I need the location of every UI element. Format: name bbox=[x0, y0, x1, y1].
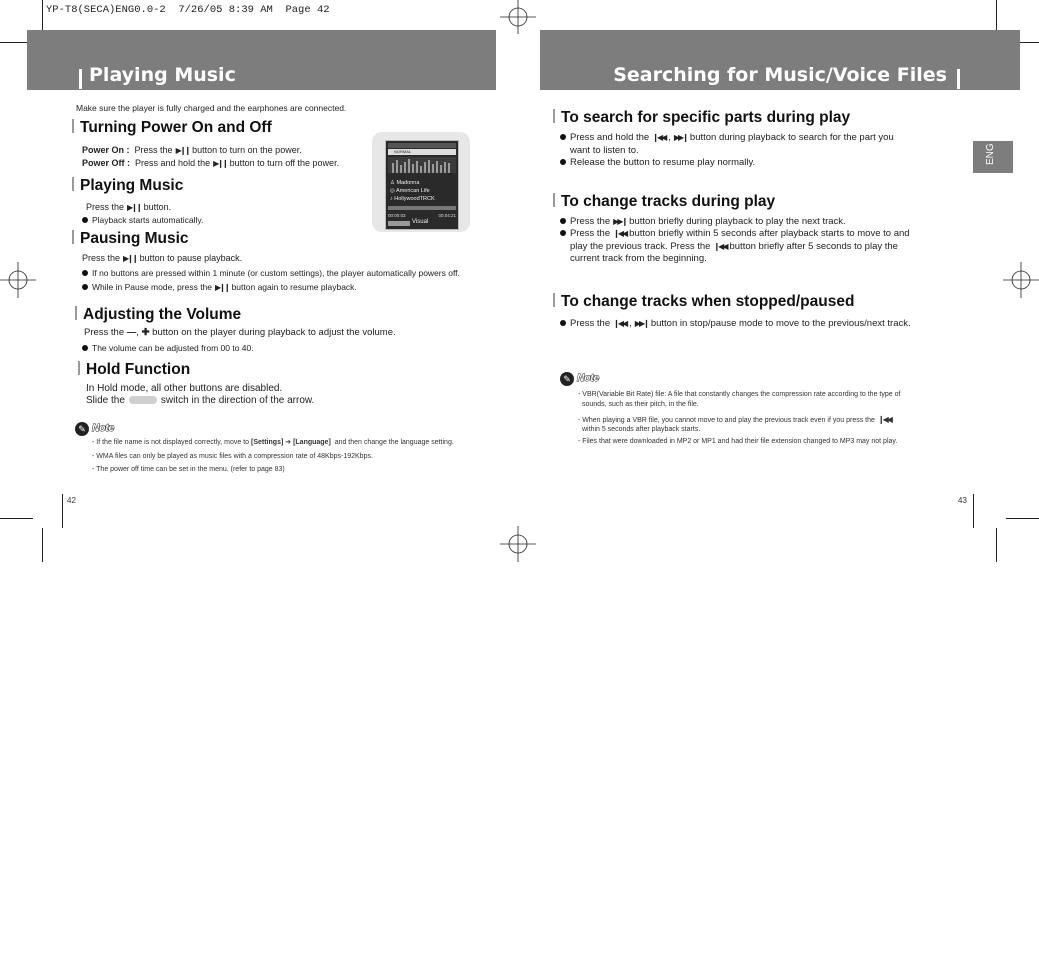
page-number: 43 bbox=[958, 496, 967, 505]
section-heading: To change tracks when stopped/paused bbox=[553, 293, 854, 311]
next-icon: ▶▶❙ bbox=[673, 133, 687, 142]
bullet-item: Release the button to resume play normally. bbox=[560, 157, 755, 170]
note-item: - If the file name is not displayed correctly, move to [Settings] ➔ [Language] and then change the language setting. bbox=[92, 439, 454, 446]
section-heading: Hold Function bbox=[78, 361, 190, 379]
bullet-continuation: want to listen to. bbox=[570, 145, 639, 156]
note-label: Note bbox=[92, 423, 115, 434]
play-pause-icon: ▶❙❙ bbox=[175, 146, 190, 155]
section-heading: Playing Music bbox=[72, 177, 183, 195]
bullet-continuation: play the previous track. Press the ❙◀◀ button briefly after 5 seconds to play the bbox=[570, 241, 898, 252]
note-icon: ✎ bbox=[75, 422, 89, 436]
prev-icon: ❙◀◀ bbox=[652, 133, 666, 142]
note-item: - Files that were downloaded in MP2 or MP1 and had their file extension changed to MP3 may not play. bbox=[578, 438, 898, 445]
note-item: - WMA files can only be played as music files with a compression rate of 48Kbps-192Kbps. bbox=[92, 453, 373, 460]
prev-icon: ❙◀◀ bbox=[613, 229, 627, 238]
language-tab: ENG bbox=[973, 141, 1013, 173]
crop-mark bbox=[996, 528, 997, 562]
hold-switch-icon bbox=[129, 396, 157, 404]
page-title-right: Searching for Music/Voice Files bbox=[613, 64, 947, 86]
minus-icon: — bbox=[126, 327, 137, 338]
section-heading: Turning Power On and Off bbox=[72, 119, 272, 137]
power-on-line: Power On : Press the ▶❙❙ button to turn on the power. bbox=[82, 144, 302, 158]
note-item: - VBR(Variable Bit Rate) file: A file that constantly changes the compression rate according to the type of bbox=[578, 391, 901, 398]
play-pause-icon: ▶❙❙ bbox=[213, 159, 227, 168]
bullet-item: While in Pause mode, press the ▶❙❙ button again to resume playback. bbox=[82, 282, 357, 292]
title-marker bbox=[79, 69, 82, 89]
note-icon: ✎ bbox=[560, 372, 574, 386]
next-icon: ▶▶❙ bbox=[634, 319, 648, 328]
section-heading: To change tracks during play bbox=[553, 193, 775, 211]
bullet-item: Playback starts automatically. bbox=[82, 215, 203, 225]
playing-line: Press the ▶❙❙ button. bbox=[86, 201, 171, 215]
screen-track: ♪ HollywoodTRCK bbox=[390, 196, 435, 202]
volume-line: Press the —, ✚ button on the player during playback to adjust the volume. bbox=[84, 327, 396, 338]
screen-artist: ♙ Madonna bbox=[390, 180, 420, 186]
hold-line-1: In Hold mode, all other buttons are disabled. bbox=[86, 383, 283, 394]
registration-mark bbox=[500, 526, 536, 562]
title-marker bbox=[957, 69, 960, 89]
crop-mark bbox=[62, 494, 63, 528]
section-heading: To search for specific parts during play bbox=[553, 109, 850, 127]
bullet-item: Press the ❙◀◀ , ▶▶❙ button in stop/pause mode to move to the previous/next track. bbox=[560, 318, 911, 331]
bullet-item: Press the ❙◀◀ button briefly within 5 seconds after playback starts to move to and bbox=[560, 228, 910, 241]
intro-text: Make sure the player is fully charged and the earphones are connected. bbox=[76, 103, 347, 113]
track-icon: ♪ bbox=[390, 196, 393, 202]
crop-mark bbox=[1006, 518, 1039, 519]
play-pause-icon: ▶❙❙ bbox=[127, 203, 141, 212]
bullet-item: Press and hold the ❙◀◀ , ▶▶❙ button during playback to search for the part you bbox=[560, 132, 894, 145]
bullet-item: If no buttons are pressed within 1 minute (or custom settings), the player automatically powers off. bbox=[82, 268, 460, 278]
plus-icon: ✚ bbox=[141, 327, 150, 338]
page-number: 42 bbox=[67, 496, 76, 505]
crop-mark bbox=[42, 528, 43, 562]
play-pause-icon: ▶❙❙ bbox=[123, 254, 137, 263]
prev-icon: ❙◀◀ bbox=[613, 319, 627, 328]
page-title-left: Playing Music bbox=[89, 64, 236, 86]
registration-mark bbox=[500, 0, 536, 36]
album-icon: ◎ bbox=[390, 188, 395, 194]
player-screen: NORMAL ♙ Madonna ◎ American Life ♪ HollywoodTRCK 00:00:03 00:04:21 Visual bbox=[385, 140, 459, 230]
prev-icon: ❙◀◀ bbox=[713, 242, 727, 251]
pausing-line: Press the ▶❙❙ button to pause playback. bbox=[82, 252, 242, 266]
section-heading: Pausing Music bbox=[72, 230, 189, 248]
note-item: - When playing a VBR file, you cannot move to and play the previous track even if you press the ❙◀◀ bbox=[578, 415, 891, 424]
section-heading: Adjusting the Volume bbox=[75, 306, 241, 324]
screen-album: ◎ American Life bbox=[390, 188, 430, 194]
artist-icon: ♙ bbox=[390, 180, 395, 186]
play-pause-icon: ▶❙❙ bbox=[215, 283, 229, 292]
crop-mark bbox=[0, 518, 33, 519]
crop-mark bbox=[973, 494, 974, 528]
registration-mark bbox=[0, 262, 36, 298]
next-icon: ▶▶❙ bbox=[613, 217, 627, 226]
hold-line-2: Slide the switch in the direction of the arrow. bbox=[86, 395, 315, 406]
power-off-line: Power Off : Press and hold the ▶❙❙ button to turn off the power. bbox=[82, 157, 339, 171]
note-item: sounds, such as their pitch, in the file. bbox=[582, 401, 699, 408]
note-item: within 5 seconds after playback starts. bbox=[582, 426, 701, 433]
print-slug: YP-T8(SECA)ENG0.0-2 7/26/05 8:39 AM Page 42 bbox=[46, 4, 330, 16]
bullet-continuation: current track from the beginning. bbox=[570, 253, 707, 264]
note-item: - The power off time can be set in the menu. (refer to page 83) bbox=[92, 466, 285, 473]
bullet-item: The volume can be adjusted from 00 to 40. bbox=[82, 343, 254, 353]
bullet-item: Press the ▶▶❙ button briefly during playback to play the next track. bbox=[560, 216, 846, 229]
prev-icon: ❙◀◀ bbox=[877, 415, 891, 424]
note-label: Note bbox=[577, 373, 600, 384]
registration-mark bbox=[1003, 262, 1039, 298]
